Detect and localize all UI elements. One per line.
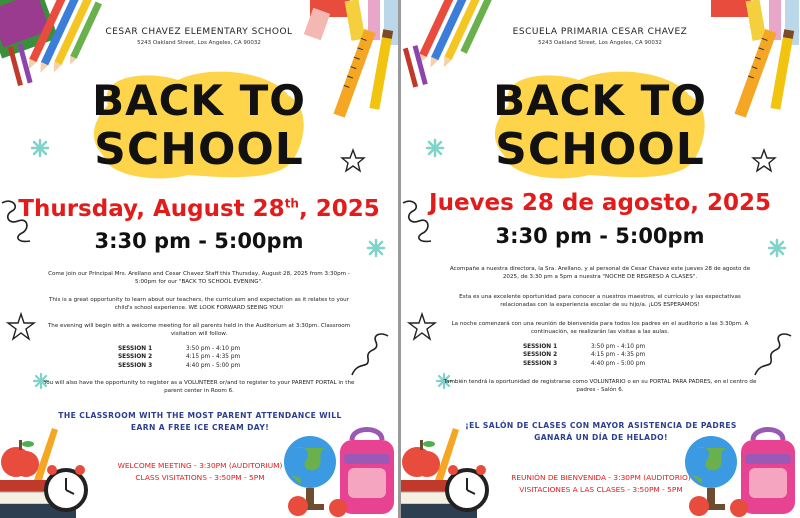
event-schedule: WELCOME MEETING - 3:30PM (AUDITORIUM) CLASS VISITATIONS - 3:50PM - 5PM: [117, 461, 283, 482]
opportunity-paragraph: Esta es una excelente oportunidad para conocer a nuestros maestros, el currículo y las expectativas relacionadas con la experiencia escolar de su hijo/a. ¡LOS ESPERAMOS!: [459, 294, 741, 308]
school-name: ESCUELA PRIMARIA CESAR CHAVEZ: [512, 27, 688, 37]
sessions-list: [523, 343, 645, 368]
session-row: SESSION 2 4:15 pm - 4:35 pm: [118, 354, 241, 361]
session-row: SESSION 1 3:50 pm - 4:10 pm: [523, 344, 646, 350]
star-outline-icon: [407, 312, 437, 342]
backpack-illustration: [282, 418, 398, 518]
star-outline-icon: [6, 312, 36, 342]
intro-paragraph: Acompañe a nuestra directora, la Sra. Arellano, y al personal de Cesar Chavez este jueves 28 de agosto de 2025, de 3:30 pm a 5pm a nuestra "NOCHE DE REGRESO A CLASES".: [449, 266, 751, 280]
school-name: CESAR CHAVEZ ELEMENTARY SCHOOL: [105, 27, 293, 37]
intro-paragraph: Come join our Principal Mrs. Arellano and Cesar Chavez Staff this Thursday, August 28, 2025 from 3:30pm - 5:00pm for our "BACK TO SCHOOL EVENING".: [48, 271, 350, 285]
headline-back-to: BACK TO: [92, 76, 306, 125]
event-date: Thursday, August 28th, 2025: [18, 196, 380, 222]
volunteer-paragraph: También tendrá la oportunidad de registrarse como VOLUNTARIO o en su PORTAL PARA PADRES, en el centro de padres - Salón 6.: [443, 379, 757, 393]
session-row: SESSION 3 4:40 pm - 5:00 pm: [523, 360, 646, 367]
agenda-paragraph: La noche comenzará con una reunión de bienvenida para todos los padres en el auditorio a las 3:30pm. A continuación, se realizarán las visitas a las aulas.: [451, 321, 749, 335]
headline-school: SCHOOL: [94, 124, 304, 175]
headline-back-to: BACK TO: [493, 76, 707, 125]
swirl-icon: [753, 330, 793, 380]
volunteer-paragraph: You will also have the opportunity to register as a VOLUNTEER or/and to register to your PARENT PORTAL in the parent center in Room 6.: [43, 380, 355, 394]
asterisk-icon: [425, 138, 445, 158]
apple-illustration: [401, 420, 511, 518]
flyer-spanish: [401, 0, 799, 518]
ice-cream-promo: THE CLASSROOM WITH THE MOST PARENT ATTENDANCE WILL EARN A FREE ICE CREAM DAY!: [58, 411, 342, 432]
star-outline-icon: [751, 148, 777, 174]
asterisk-icon: [30, 138, 50, 158]
opportunity-paragraph: This is a great opportunity to learn about our teachers, the curriculum and expectation as it relates to your child's school experience. WE LOOK FORWARD SEEING YOU!: [48, 297, 350, 311]
school-address: 5243 Oakland Street, Los Angeles, CA 90032: [538, 40, 662, 46]
session-row: SESSION 1 3:50 pm - 4:10 pm: [118, 346, 241, 352]
apple-illustration: [0, 420, 110, 518]
session-row: SESSION 3 4:40 pm - 5:00 pm: [118, 362, 241, 369]
swirl-icon: [350, 330, 390, 380]
backpack-illustration: [683, 418, 799, 518]
event-schedule: REUNIÓN DE BIENVENIDA - 3:30PM (AUDITORIO) VISITACIONES A LAS CLASES - 3:50PM - 5PM: [511, 473, 691, 494]
event-time: 3:30 pm - 5:00pm: [94, 229, 304, 253]
session-row: SESSION 2 4:15 pm - 4:35 pm: [523, 352, 646, 359]
ice-cream-promo: ¡EL SALÓN DE CLASES CON MAYOR ASISTENCIA DE PADRES GANARÁ UN DÍA DE HELADO!: [465, 421, 737, 442]
headline-school: SCHOOL: [495, 124, 705, 175]
sessions-list: [118, 345, 240, 370]
star-outline-icon: [340, 148, 366, 174]
event-time: 3:30 pm - 5:00pm: [495, 224, 705, 248]
event-date: Jueves 28 de agosto, 2025: [429, 190, 771, 216]
flyer-english: [0, 0, 398, 518]
school-address: 5243 Oakland Street, Los Angeles, CA 90032: [137, 40, 261, 46]
agenda-paragraph: The evening will begin with a welcome meeting for all parents held in the Auditorium at 3:30pm. Classroom visitation will follow.: [47, 323, 351, 337]
